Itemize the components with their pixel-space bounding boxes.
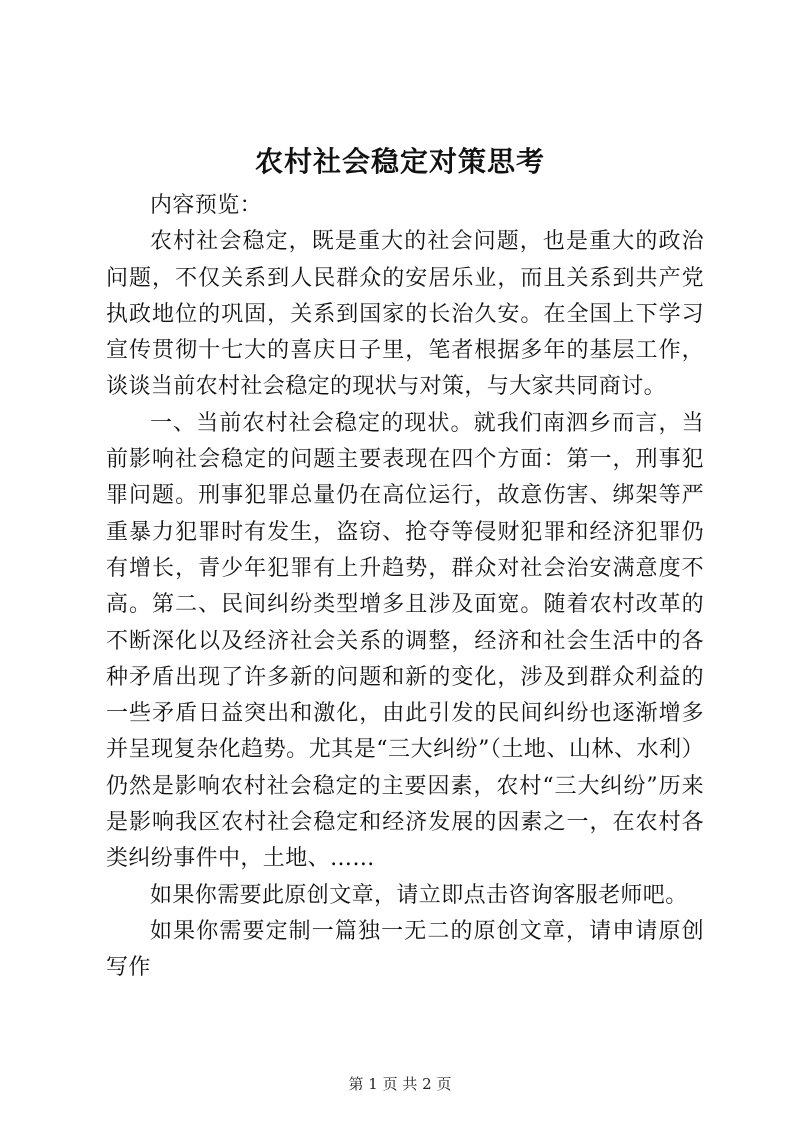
paragraph-status: 一、当前农村社会稳定的现状。就我们南泗乡而言，当前影响社会稳定的问题主要表现在四个方面：第一，刑事犯罪问题。刑事犯罪总量仍在高位运行，故意伤害、绑架等严重暴力犯罪时有发生，盗窃、抢夺等侵财犯罪和经济犯罪仍有增长，青少年犯罪有上升趋势，群众对社会治安满意度不高。第二、民间纠纷类型增多且涉及面宽。随着农村改革的不断深化以及经济社会关系的调整，经济和社会生活中的各种矛盾出现了许多新的问题和新的变化，涉及到群众利益的一些矛盾日益突出和激化，由此引发的民间纠纷也逐渐增多并呈现复杂化趋势。尤其是“三大纠纷”（土地、山林、水利）仍然是影响农村社会稳定的主要因素，农村“三大纠纷”历来是影响我区农村社会稳定和经济发展的因素之一，在农村各类纠纷事件中，土地、…… (106, 410, 704, 872)
article-body (106, 188, 704, 987)
page-title: 农村社会稳定对策思考 (254, 145, 545, 178)
paragraph-contact: 如果你需要此原创文章，请立即点击咨询客服老师吧。 (150, 882, 688, 908)
paragraph-custom: 如果你需要定制一篇独一无二的原创文章，请申请原创写作 (106, 918, 704, 981)
preview-label: 内容预览： (150, 193, 263, 218)
paragraph-intro: 农村社会稳定，既是重大的社会问题，也是重大的政治问题，不仅关系到人民群众的安居乐业，而且关系到共产党执政地位的巩固，关系到国家的长治久安。在全国上下学习宣传贯彻十七大的喜庆日子里，笔者根据多年的基层工作，谈谈当前农村社会稳定的现状与对策，与大家共同商讨。 (106, 229, 704, 400)
page-number: 第 1 页 共 2 页 (348, 1075, 452, 1093)
